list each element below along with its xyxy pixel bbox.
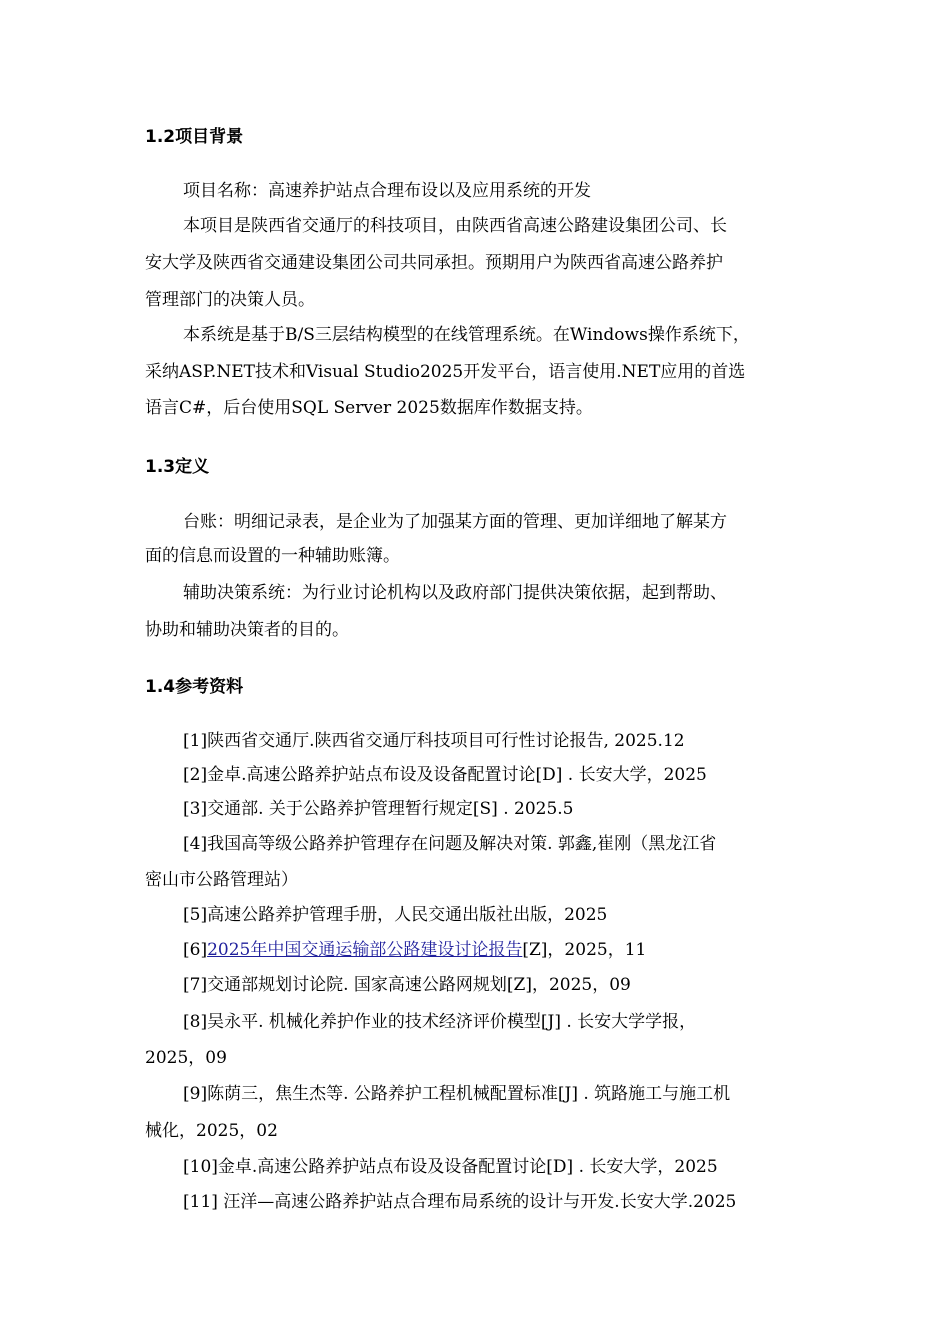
paragraph-line: 安大学及陕西省交通建设集团公司共同承担。预期用户为陕西省高速公路养护 [145, 253, 723, 273]
paragraph-line: 协助和辅助决策者的目的。 [145, 620, 349, 640]
reference-item: [3]交通部. 关于公路养护管理暂行规定[S] . 2025.5 [183, 799, 574, 819]
paragraph-line: 面的信息而设置的一种辅助账簿。 [145, 546, 400, 566]
reference-link[interactable]: 2025年中国交通运输部公路建设讨论报告 [207, 940, 523, 960]
reference-item [183, 939, 646, 961]
reference-item: [2]金卓.高速公路养护站点布设及设备配置讨论[D] . 长安大学，2025 [183, 765, 707, 785]
reference-item: [7]交通部规划讨论院. 国家高速公路网规划[Z]，2025，09 [183, 975, 631, 995]
section-heading-project-background: 1.2项目背景 [145, 127, 244, 147]
reference-number: [6] [183, 940, 208, 960]
reference-item: [8]吴永平. 机械化养护作业的技术经济评价模型[J] . 长安大学学报， [183, 1012, 697, 1032]
paragraph-line: 本系统是基于B/S三层结构模型的在线管理系统。在Windows操作系统下， [183, 325, 750, 345]
reference-item: [1]陕西省交通厅.陕西省交通厅科技项目可行性讨论报告, 2025.12 [183, 731, 685, 751]
reference-item: [11] 汪洋—高速公路养护站点合理布局系统的设计与开发.长安大学.2025 [183, 1192, 737, 1212]
reference-item: [9]陈荫三，焦生杰等. 公路养护工程机械配置标准[J] . 筑路施工与施工机 [183, 1084, 731, 1104]
reference-item-continuation: 密山市公路管理站） [145, 870, 298, 890]
paragraph-line: 台账：明细记录表，是企业为了加强某方面的管理、更加详细地了解某方 [183, 512, 727, 532]
reference-item: [10]金卓.高速公路养护站点布设及设备配置讨论[D] . 长安大学，2025 [183, 1157, 718, 1177]
section-heading-references: 1.4参考资料 [145, 677, 244, 697]
paragraph-line: 辅助决策系统：为行业讨论机构以及政府部门提供决策依据，起到帮助、 [183, 583, 727, 603]
section-heading-definitions: 1.3定义 [145, 457, 210, 477]
paragraph-line: 本项目是陕西省交通厅的科技项目，由陕西省高速公路建设集团公司、长 [183, 216, 727, 236]
paragraph-line: 采纳ASP.NET技术和Visual Studio2025开发平台，语言使用.NET应用的首选 [145, 362, 746, 382]
paragraph-line: 语言C#，后台使用SQL Server 2025数据库作数据支持。 [145, 398, 593, 418]
reference-item: [4]我国高等级公路养护管理存在问题及解决对策. 郭鑫,崔刚（黑龙江省 [183, 834, 717, 854]
reference-suffix: [Z]，2025，11 [522, 940, 647, 960]
reference-item-continuation: 2025，09 [145, 1048, 227, 1068]
reference-item-continuation: 械化，2025，02 [145, 1121, 278, 1141]
paragraph-line: 项目名称：高速养护站点合理布设以及应用系统的开发 [183, 181, 591, 201]
reference-item: [5]高速公路养护管理手册，人民交通出版社出版，2025 [183, 905, 608, 925]
paragraph-line: 管理部门的决策人员。 [145, 290, 315, 310]
